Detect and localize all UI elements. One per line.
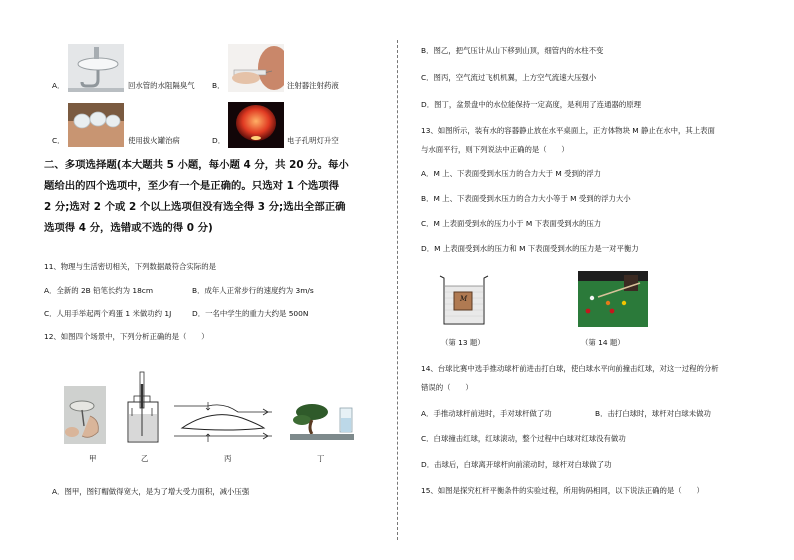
section2-line4: 选项得 4 分，选错或不选的得 0 分) — [44, 222, 213, 234]
block-m-label: M — [460, 295, 468, 303]
q13-stem-line2: 与水面平行，则下列说法中正确的是（ ） — [421, 145, 569, 154]
caption-q14: （第 14 题） — [581, 338, 625, 347]
option-a-label: A． — [52, 81, 65, 90]
q11-option-b: B．成年人正常步行的速度约为 3m/s — [192, 286, 314, 295]
q13-option-b: B．M 上、下表面受到水压力的合力大小等于 M 受到的浮力大小 — [421, 194, 631, 203]
sky-lantern-photo — [228, 102, 284, 148]
q11-stem: 11、物理与生活密切相关，下列数据最符合实际的是 — [44, 262, 217, 271]
section2-line2: 题给出的四个选项中，至少有一个是正确的。只选对 1 个选项得 — [44, 180, 340, 192]
q14-option-a: A．手推动球杆前进时，手对球杆做了功 — [421, 409, 552, 418]
sink-pipe-photo — [68, 44, 124, 92]
q11-option-d: D．一名中学生的重力大约是 500N — [192, 309, 309, 318]
q12-stem: 12、如图四个场景中，下列分析正确的是（ ） — [44, 332, 209, 341]
q15-stem: 15、如图是探究杠杆平衡条件的实验过程，所用钩码相同，以下说法正确的是（ ） — [421, 486, 704, 495]
q13-option-a: A．M 上、下表面受到水压力的合力大于 M 受到的浮力 — [421, 169, 602, 178]
q11-option-c: C．人用手举起两个鸡蛋 1 米做功约 1J — [44, 309, 172, 318]
thumbtack-figure — [64, 386, 106, 444]
option-c-label: C． — [52, 136, 65, 145]
billiards-photo — [578, 271, 648, 327]
caption-q13: （第 13 题） — [441, 338, 485, 347]
q11-option-a: A．全新的 2B 铅笔长约为 18cm — [44, 286, 154, 295]
syringe-injection-photo — [228, 44, 284, 92]
section2-line1: 二、多项选择题(本大题共 5 小题，每小题 4 分，共 20 分。每小 — [44, 159, 349, 171]
q14-option-d: D．击球后，白球离开球杆向前滚动时，球杆对白球做了功 — [421, 460, 612, 469]
q13-stem-line1: 13、如图所示，装有水的容器静止放在水平桌面上，正方体物块 M 静止在水中，其上表面 — [421, 126, 715, 135]
column-divider — [397, 40, 398, 540]
fig-yi-label: 乙 — [141, 454, 149, 463]
q14-option-b: B．击打白球时，球杆对白球未做功 — [595, 409, 711, 418]
option-b-label: B． — [212, 81, 225, 90]
barometer-bottle-figure — [126, 370, 160, 444]
option-a-caption: 回水管的水阻隔臭气 — [128, 81, 195, 90]
option-c-caption: 使用拔火罐治病 — [128, 136, 180, 145]
q14-option-c: C．白球撞击红球，红球滚动，整个过程中白球对红球没有做功 — [421, 434, 626, 443]
bonsai-figure — [290, 398, 362, 444]
q12-option-a: A．图甲，图钉帽做得宽大，是为了增大受力面积，减小压强 — [52, 487, 250, 496]
option-d-caption: 电子孔明灯升空 — [287, 136, 339, 145]
airfoil-figure — [168, 398, 280, 444]
fig-jia-label: 甲 — [89, 454, 97, 463]
q13-option-d: D．M 上表面受到水的压力和 M 下表面受到水的压力是一对平衡力 — [421, 244, 639, 253]
beaker-figure — [438, 272, 490, 326]
q12-option-d: D．图丁，盆景盘中的水位能保持一定高度，是利用了连通器的原理 — [421, 100, 642, 109]
q12-option-c: C．图丙，空气流过飞机机翼，上方空气流速大压强小 — [421, 73, 597, 82]
q14-stem-line2: 错误的（ ） — [421, 383, 473, 392]
option-d-label: D． — [212, 136, 226, 145]
q14-stem-line1: 14、台球比赛中选手推动球杆前进击打白球，使白球水平向前撞击红球，对这一过程的分析 — [421, 364, 719, 373]
fig-bing-label: 丙 — [224, 454, 232, 463]
q13-option-c: C．M 上表面受到水的压力小于 M 下表面受到水的压力 — [421, 219, 602, 228]
section2-line3: 2 分;选对 2 个或 2 个以上选项但没有选全得 3 分;选出全部正确 — [44, 201, 346, 213]
option-b-caption: 注射器注射药液 — [287, 81, 339, 90]
q12-option-b: B．图乙，把气压计从山下移到山顶，细管内的水柱不变 — [421, 46, 604, 55]
cupping-therapy-photo — [68, 103, 124, 147]
fig-ding-label: 丁 — [317, 454, 325, 463]
